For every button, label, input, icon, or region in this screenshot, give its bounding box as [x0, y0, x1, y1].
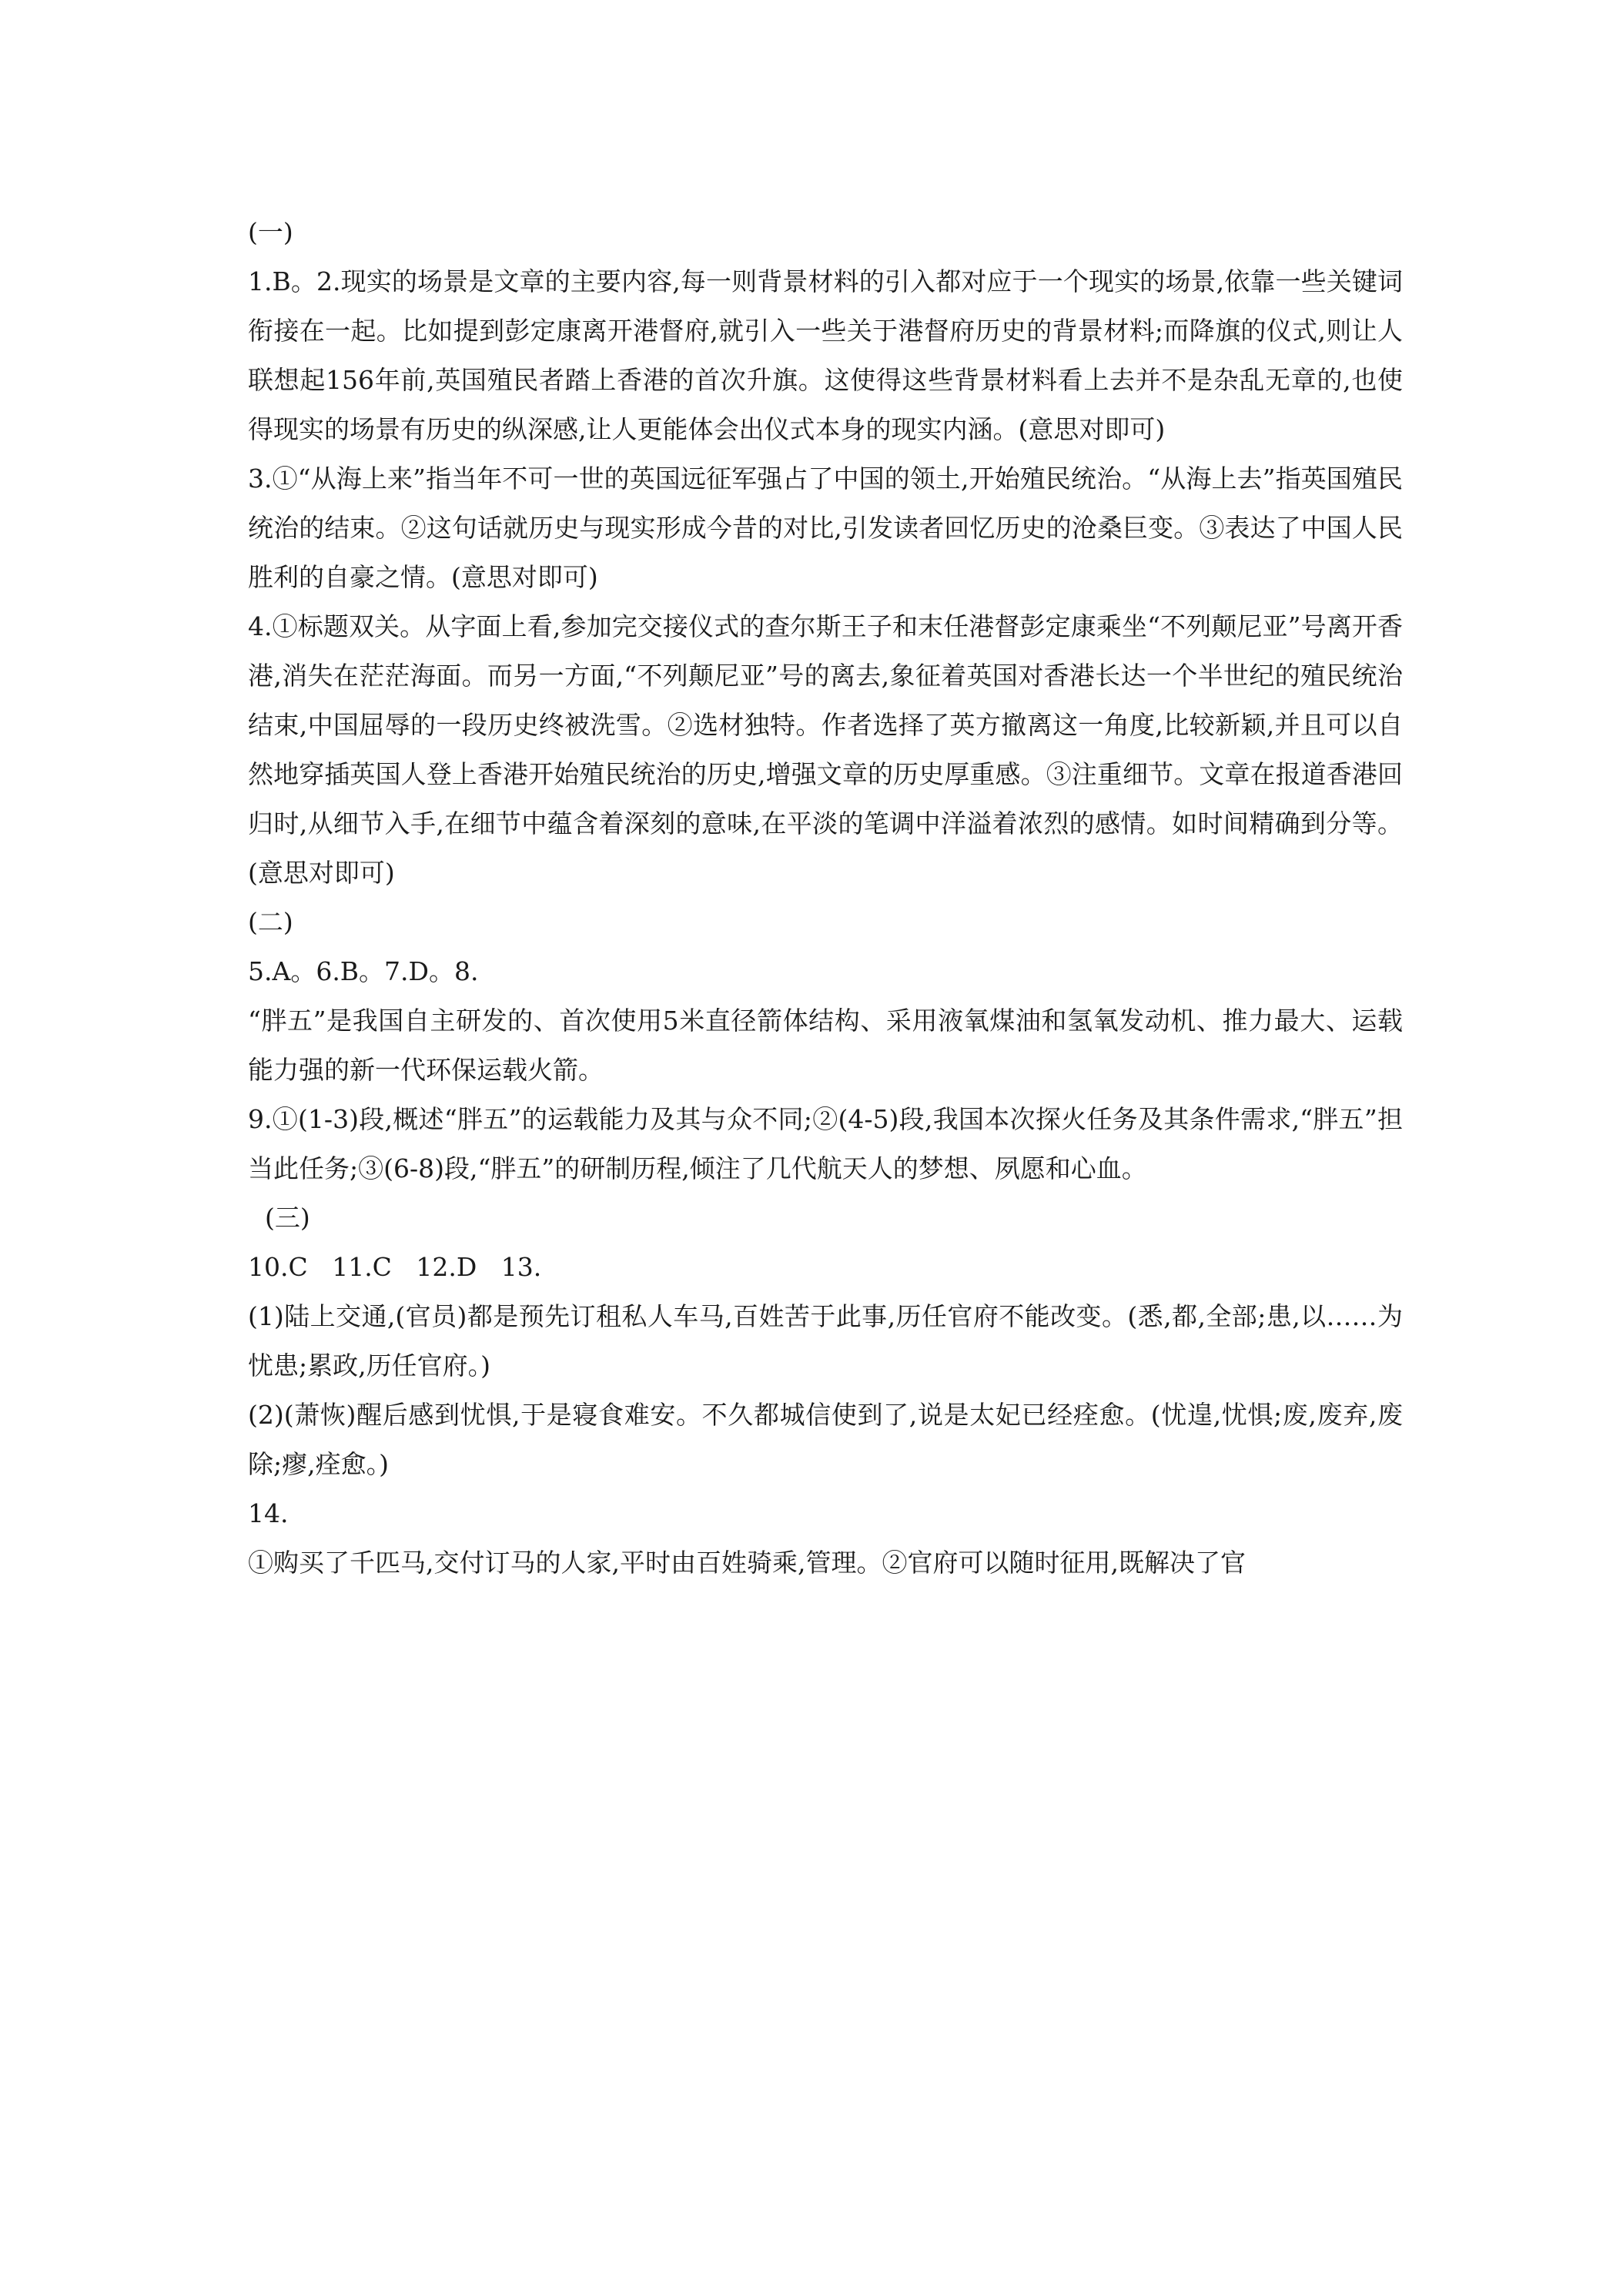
answer-13-2: (2)(萧恢)醒后感到忧惧,于是寝食难安。不久都城信使到了,说是太妃已经痊愈。(忧遑,忧惧;废,废弃,废除;瘳,痊愈。) — [248, 1400, 1403, 1479]
answer-8-text: “胖五”是我国自主研发的、首次使用5米直径箭体结构、采用液氧煤油和氢氧发动机、推力最大、运载能力强的新一代环保运载火箭。 — [248, 1006, 1403, 1085]
answer-3: 3.①“从海上来”指当年不可一世的英国远征军强占了中国的领土,开始殖民统治。“从海上去”指英国殖民统治的结束。②这句话就历史与现实形成今昔的对比,引发读者回忆历史的沧桑巨变。③表达了中国人民胜利的自豪之情。(意思对即可) — [248, 464, 1403, 592]
answer-14-label: 14. — [248, 1498, 289, 1528]
answer-9: 9.①(1-3)段,概述“胖五”的运载能力及其与众不同;②(4-5)段,我国本次探火任务及其条件需求,“胖五”担当此任务;③(6-8)段,“胖五”的研制历程,倾注了几代航天人的梦想、夙愿和心血。 — [248, 1104, 1403, 1183]
section-heading-1: (一) — [248, 217, 293, 247]
document-body — [248, 208, 1403, 1588]
section-heading-2: (二) — [248, 907, 293, 937]
answer-14-text: ①购买了千匹马,交付订马的人家,平时由百姓骑乘,管理。②官府可以随时征用,既解决了官 — [248, 1548, 1246, 1578]
answer-4: 4.①标题双关。从字面上看,参加完交接仪式的查尔斯王子和末任港督彭定康乘坐“不列颠尼亚”号离开香港,消失在茫茫海面。而另一方面,“不列颠尼亚”号的离去,象征着英国对香港长达一个半世纪的殖民统治结束,中国屈辱的一段历史终被洗雪。②选材独特。作者选择了英方撤离这一角度,比较新颖,并且可以自然地穿插英国人登上香港开始殖民统治的历史,增强文章的历史厚重感。③注重细节。文章在报道香港回归时,从细节入手,在细节中蕴含着深刻的意味,在平淡的笔调中洋溢着浓烈的感情。如时间精确到分等。(意思对即可) — [248, 611, 1403, 888]
answer-13-1: (1)陆上交通,(官员)都是预先订租私人车马,百姓苦于此事,历任官府不能改变。(悉,都,全部;患,以……为忧患;累政,历任官府。) — [248, 1301, 1403, 1381]
answer-5-8: 5.A。6.B。7.D。8. — [248, 956, 479, 986]
section-heading-3: (三) — [265, 1203, 310, 1233]
answer-1-2: 1.B。2.现实的场景是文章的主要内容,每一则背景材料的引入都对应于一个现实的场景,依靠一些关键词衔接在一起。比如提到彭定康离开港督府,就引入一些关于港督府历史的背景材料;而降旗的仪式,则让人联想起156年前,英国殖民者踏上香港的首次升旗。这使得这些背景材料看上去并不是杂乱无章的,也使得现实的场景有历史的纵深感,让人更能体会出仪式本身的现实内涵。(意思对即可) — [248, 266, 1403, 444]
answer-10-13: 10.C 11.C 12.D 13. — [248, 1252, 542, 1282]
